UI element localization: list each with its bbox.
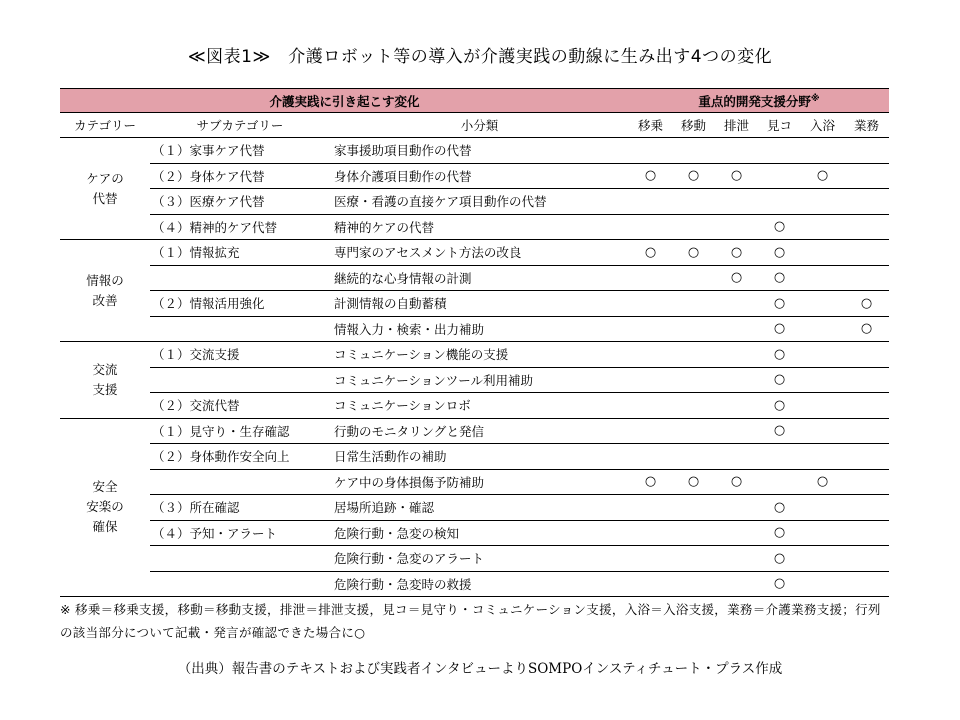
area-mark-cell [629,393,672,419]
table-row [60,189,889,215]
area-mark-cell [844,163,889,189]
area-mark-cell [629,342,672,368]
area-mark-cell [801,291,844,317]
area-mark-cell [758,138,801,164]
table-row [60,342,889,368]
area-mark-cell [801,189,844,215]
area-mark-cell [672,520,715,546]
subcategory-cell: （１）交流支援 [150,342,330,368]
area-mark-cell [672,316,715,342]
area-mark-cell [801,316,844,342]
table-row [60,138,889,164]
area-mark-cell [844,546,889,572]
detail-cell: 危険行動・急変の検知 [330,520,629,546]
area-mark-cell [758,189,801,215]
subcategory-cell: （３）所在確認 [150,495,330,521]
col-subcategory: サブカテゴリー [150,113,330,138]
area-mark-cell [629,418,672,444]
area-mark-cell [715,189,758,215]
detail-cell: 危険行動・急変時の救援 [330,571,629,597]
col-area: 業務 [844,113,889,138]
area-mark-cell [715,316,758,342]
col-area: 移動 [672,113,715,138]
area-mark-cell: ○ [672,469,715,495]
area-mark-cell [715,495,758,521]
area-mark-cell [844,240,889,266]
col-category: カテゴリー [60,113,150,138]
area-mark-cell: ○ [758,265,801,291]
area-mark-cell [801,546,844,572]
detail-cell: 精神的ケアの代替 [330,214,629,240]
subcategory-cell [150,316,330,342]
area-mark-cell: ○ [758,214,801,240]
area-mark-cell [844,469,889,495]
area-mark-cell: ○ [758,367,801,393]
area-mark-cell [801,571,844,597]
area-mark-cell [715,444,758,470]
subcategory-cell [150,469,330,495]
figure-title: ≪図表1≫ 介護ロボット等の導入が介護実践の動線に生み出す4つの変化 [187,47,773,67]
area-mark-cell [672,214,715,240]
area-mark-cell: ○ [715,240,758,266]
area-mark-cell [629,291,672,317]
area-mark-cell [672,367,715,393]
detail-cell: 身体介護項目動作の代替 [330,163,629,189]
detail-cell: コミュニケーションロボ [330,393,629,419]
area-mark-cell [629,546,672,572]
area-mark-cell [844,444,889,470]
subcategory-cell: （２）交流代替 [150,393,330,419]
area-mark-cell: ○ [715,265,758,291]
header-changes: 介護実践に引き起こす変化 [60,89,629,113]
area-mark-cell [844,418,889,444]
col-area: 入浴 [801,113,844,138]
area-mark-cell: ○ [715,163,758,189]
subcategory-cell: （１）家事ケア代替 [152,143,265,159]
area-mark-cell [801,444,844,470]
area-mark-cell [758,444,801,470]
area-mark-cell [672,444,715,470]
area-mark-cell [801,265,844,291]
area-mark-cell [801,342,844,368]
area-mark-cell: ○ [672,240,715,266]
area-mark-cell [672,571,715,597]
area-mark-cell [758,163,801,189]
source-note: （出典）報告書のテキストおよび実践者インタビューよりSOMPOインスティチュート・プラス作成 [177,661,783,677]
area-mark-cell [629,316,672,342]
col-area: 移乗 [629,113,672,138]
table-row [60,571,889,597]
area-mark-cell: ○ [672,163,715,189]
detail-cell: コミュニケーション機能の支援 [330,342,629,368]
area-mark-cell [715,418,758,444]
col-area: 見コ [758,113,801,138]
category-cell: ケアの 代替 [86,170,124,206]
subcategory-cell [150,265,330,291]
table-row [60,469,889,495]
subcategory-cell: （２）身体動作安全向上 [150,444,330,470]
area-mark-cell [672,138,715,164]
table-row [60,393,889,419]
table-row [60,444,889,470]
subcategory-cell: （２）身体ケア代替 [150,163,330,189]
header-focus-areas-label: 重点的開発支援分野 [698,93,811,109]
detail-cell: 危険行動・急変のアラート [330,546,629,572]
area-mark-cell: ○ [758,546,801,572]
area-mark-cell [672,418,715,444]
subcategory-cell: （１）情報拡充 [150,240,330,266]
area-mark-cell: ○ [758,316,801,342]
subcategory-cell [150,571,330,597]
area-mark-cell [844,265,889,291]
area-mark-cell [801,495,844,521]
area-mark-cell: ○ [844,316,889,342]
subcategory-cell: （４）精神的ケア代替 [150,214,330,240]
area-mark-cell [844,214,889,240]
subcategory-cell [150,367,330,393]
area-mark-cell [844,520,889,546]
area-mark-cell: ○ [758,418,801,444]
area-mark-cell [672,546,715,572]
detail-cell: コミュニケーションツール利用補助 [330,367,629,393]
area-mark-cell [629,444,672,470]
note-mark: ※ [810,93,820,104]
subcategory-cell [150,546,330,572]
area-mark-cell [672,495,715,521]
detail-cell: 家事援助項目動作の代替 [334,143,472,159]
area-mark-cell [715,291,758,317]
area-mark-cell: ○ [758,342,801,368]
area-mark-cell: ○ [629,163,672,189]
area-mark-cell [801,240,844,266]
table-row [60,546,889,572]
area-mark-cell [629,265,672,291]
area-mark-cell [629,520,672,546]
footnote: ※ 移乗＝移乗支援，移動＝移動支援，排泄＝排泄支援，見コ＝見守り・コミュニケーション支援，入浴＝入浴支援，業務＝介護業務支援；行列の該当部分について記載・発言が確認できた場合に○ [60,602,881,640]
area-mark-cell [801,214,844,240]
area-mark-cell: ○ [758,291,801,317]
area-mark-cell: ○ [758,571,801,597]
area-mark-cell: ○ [758,520,801,546]
detail-cell: 日常生活動作の補助 [330,444,629,470]
detail-cell: 情報入力・検索・出力補助 [330,316,629,342]
table-body [60,138,889,597]
area-mark-cell [844,138,889,164]
area-mark-cell [801,367,844,393]
detail-cell: 専門家のアセスメント方法の改良 [330,240,629,266]
area-mark-cell [801,520,844,546]
area-mark-cell: ○ [758,240,801,266]
subcategory-cell: （２）情報活用強化 [150,291,330,317]
area-mark-cell [715,367,758,393]
area-mark-cell [715,342,758,368]
area-mark-cell [844,189,889,215]
area-mark-cell [715,571,758,597]
area-mark-cell: ○ [758,393,801,419]
area-mark-cell [715,393,758,419]
area-mark-cell [801,393,844,419]
area-mark-cell [844,495,889,521]
category-cell: 交流 支援 [60,342,150,419]
table-row [60,265,889,291]
detail-cell: ケア中の身体損傷予防補助 [330,469,629,495]
area-mark-cell [629,367,672,393]
area-mark-cell [672,342,715,368]
col-area: 排泄 [715,113,758,138]
change-table [60,88,889,597]
area-mark-cell [672,189,715,215]
area-mark-cell [844,571,889,597]
detail-cell: 行動のモニタリングと発信 [330,418,629,444]
table-row [60,214,889,240]
area-mark-cell [844,367,889,393]
area-mark-cell: ○ [758,495,801,521]
detail-cell: 継続的な心身情報の計測 [330,265,629,291]
category-cell: 情報の 改善 [60,240,150,342]
area-mark-cell: ○ [715,469,758,495]
area-mark-cell: ○ [801,163,844,189]
category-cell: 安全 安楽の 確保 [60,418,150,597]
table-row [60,418,889,444]
area-mark-cell [672,393,715,419]
area-mark-cell: ○ [629,469,672,495]
subcategory-cell: （３）医療ケア代替 [150,189,330,215]
area-mark-cell [844,393,889,419]
area-mark-cell [629,571,672,597]
detail-cell: 医療・看護の直接ケア項目動作の代替 [330,189,629,215]
table-row [60,495,889,521]
area-mark-cell [715,214,758,240]
area-mark-cell [715,520,758,546]
detail-cell: 計測情報の自動蓄積 [330,291,629,317]
area-mark-cell: ○ [801,469,844,495]
header-focus-areas [629,89,889,113]
table-row [60,240,889,266]
col-detail: 小分類 [330,113,629,138]
table-row [60,316,889,342]
area-mark-cell [801,138,844,164]
table-row [60,520,889,546]
area-mark-cell [629,189,672,215]
subcategory-cell: （４）予知・アラート [150,520,330,546]
area-mark-cell [715,138,758,164]
area-mark-cell: ○ [629,240,672,266]
area-mark-cell [672,291,715,317]
area-mark-cell [801,418,844,444]
area-mark-cell: ○ [844,291,889,317]
area-mark-cell [758,469,801,495]
table-row [60,291,889,317]
subcategory-cell: （１）見守り・生存確認 [150,418,330,444]
table-row [60,163,889,189]
area-mark-cell [629,495,672,521]
detail-cell: 居場所追跡・確認 [330,495,629,521]
area-mark-cell [629,214,672,240]
area-mark-cell [672,265,715,291]
area-mark-cell [844,342,889,368]
area-mark-cell [629,138,672,164]
table-row [60,367,889,393]
area-mark-cell [715,546,758,572]
